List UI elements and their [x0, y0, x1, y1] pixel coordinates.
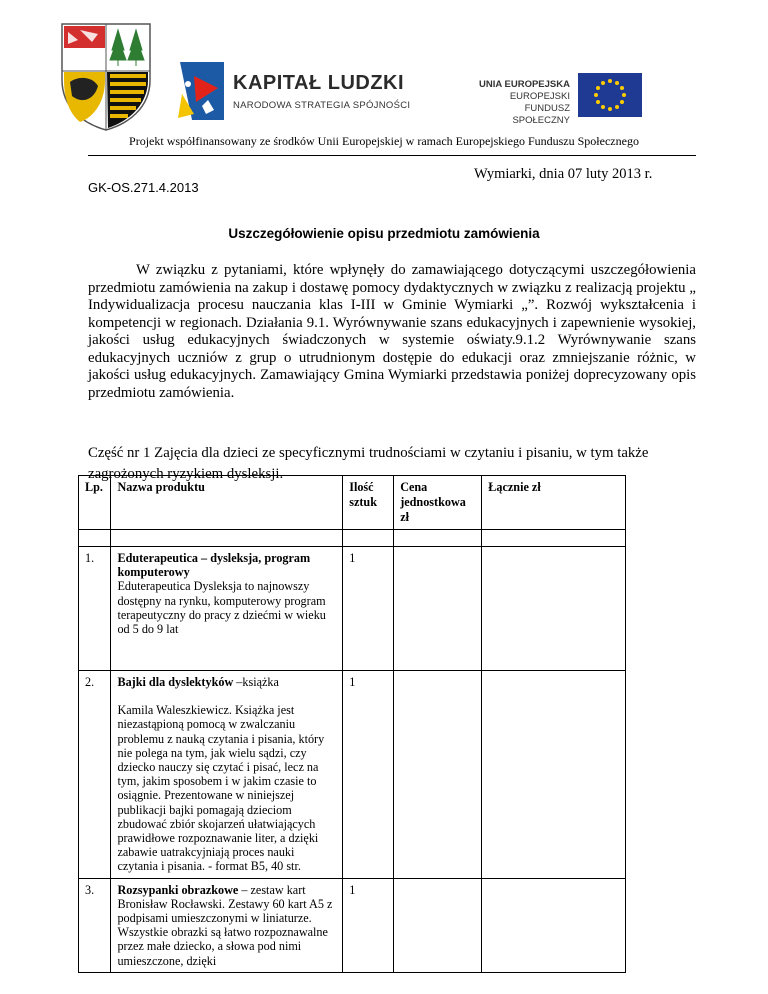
header-name: Nazwa produktu — [111, 476, 343, 530]
eu-flag-icon — [578, 73, 642, 117]
product-description: Eduterapeutica Dysleksja to najnowszy dostępny na rynku, komputerowy program terapeutyczny do pracy z dziećmi w wieku od 5 do 9 lat — [117, 579, 326, 637]
product-name: Bajki dla dyslektyków — [117, 675, 234, 689]
row-lp: 1. — [79, 547, 111, 671]
row-lp: 2. — [79, 671, 111, 879]
header-divider — [88, 155, 696, 156]
header-qty: Ilość sztuk — [343, 476, 394, 530]
table-row — [79, 547, 626, 671]
product-name: Eduterapeutica – dysleksja, program komputerowy — [117, 551, 311, 580]
body-paragraph: W związku z pytaniami, które wpłynęły do zamawiającego dotyczącymi uszczegółowienia przedmiotu zamówienia na zakup i dostawę pomocy dydaktycznych w związku z realizacją projektu „ Indywidualizacja procesu nauczania klas I-III w Gminie Wymiarki „”. Rozwój wykształcenia i kompetencji w regionach. Działania 9.1. Wyrównywanie szans edukacyjnych i zapewnienie wysokiej, jakości usług edukacyjnych świadczonych w systemie oświaty.9.1.2 Wyrównywanie szans edukacyjnych uczniów z grup o utrudnionym dostępie do edukacji oraz zmniejszanie różnic, w jakości usług edukacyjnych. Zamawiający Gmina Wymiarki przedstawia poniżej doprecyzowany opis przedmiotu zamówienia. — [88, 262, 696, 401]
product-name-suffix: –książka — [233, 675, 279, 689]
row-total — [482, 671, 626, 879]
table-header-row — [79, 476, 626, 530]
row-qty: 1 — [343, 878, 394, 972]
product-name-suffix: – zestaw kart Bronisław Rocławski. Zestawy 60 kart A5 z podpisami umieszczonymi w liniaturze. Wszystkie obrazki są łatwo rozpoznawalne przez małe dziecko, a słowa pod nimi umieszczone, dzięki — [117, 882, 333, 968]
row-total — [482, 547, 626, 671]
row-product — [111, 547, 343, 671]
reference-number: GK-OS.271.4.2013 — [88, 180, 199, 195]
row-price — [394, 671, 482, 879]
gmina-crest-logo — [58, 20, 154, 132]
kapital-ludzki-subtitle: NARODOWA STRATEGIA SPÓJNOŚCI — [233, 100, 411, 111]
eu-line-1: UNIA EUROPEJSKA — [479, 79, 570, 90]
header-total: Łącznie zł — [482, 476, 626, 530]
eu-line-2: EUROPEJSKI — [509, 91, 570, 102]
row-product — [111, 671, 343, 879]
product-name: Rozsypanki obrazkowe — [117, 882, 239, 897]
row-product — [111, 878, 343, 972]
table-spacer-row — [79, 530, 626, 547]
row-total — [482, 878, 626, 972]
eu-fund-label — [466, 79, 570, 127]
kapital-ludzki-title: KAPITAŁ LUDZKI — [233, 72, 405, 94]
eu-line-3: FUNDUSZ SPOŁECZNY — [512, 103, 570, 126]
header-price: Cena jednostkowa zł — [394, 476, 482, 530]
part-title: Część nr 1 Zajęcia dla dzieci ze specyficznymi trudnościami w czytaniu i pisaniu, w tym także zagrożonych ryzykiem dysleksji. — [88, 445, 649, 482]
header-lp: Lp. — [79, 476, 111, 530]
row-qty: 1 — [343, 671, 394, 879]
document-heading: Uszczegółowienie opisu przedmiotu zamówienia — [228, 226, 540, 241]
letter-date: Wymiarki, dnia 07 luty 2013 r. — [474, 166, 653, 182]
row-price — [394, 878, 482, 972]
row-price — [394, 547, 482, 671]
products-table — [78, 475, 626, 973]
table-row — [79, 671, 626, 879]
cofinancing-note: Projekt współfinansowany ze środków Unii Europejskiej w ramach Europejskiego Funduszu Społecznego — [129, 134, 639, 148]
row-lp: 3. — [79, 878, 111, 972]
table-row — [79, 878, 626, 972]
row-qty: 1 — [343, 547, 394, 671]
product-description: Kamila Waleszkiewicz. Książka jest niezastąpioną pomocą w zwalczaniu problemu z nauką czytania i pisania, który nie polega na tym, jak wielu sądzi, czy dziecko nauczy się czytać i pisać, lecz na tym, jakim sposobem i w jakim czasie to osiągnie. Prezentowane w niniejszej publikacji bajki pomagają dzieciom zbudować zbiór skojarzeń ułatwiających prawidłowe rozpoznawanie liter, a dzięki zabawie uatrakcyjniają proces nauki czytania i pisania. - format B5, 40 str. — [117, 703, 325, 874]
